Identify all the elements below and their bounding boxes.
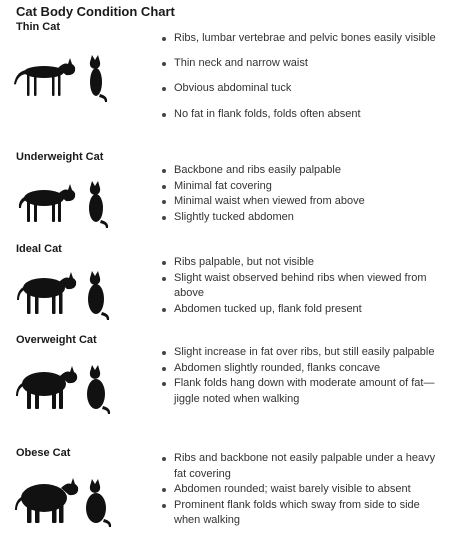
list-item: Abdomen rounded; waist barely visible to absent	[160, 482, 446, 498]
section-heading: Obese Cat	[16, 447, 71, 459]
list-item: Minimal waist when viewed from above	[160, 194, 446, 210]
list-item: Abdomen tucked up, flank fold present	[160, 302, 446, 318]
section-heading: Overweight Cat	[16, 334, 97, 346]
condition-list	[160, 451, 446, 529]
cat-silhouettes-overweight	[14, 360, 114, 416]
section-heading: Thin Cat	[16, 21, 60, 33]
condition-list	[160, 345, 446, 407]
cat-silhouettes-ideal	[14, 266, 114, 322]
page-title: Cat Body Condition Chart	[16, 4, 175, 19]
list-item: No fat in flank folds, folds often absent	[160, 107, 446, 123]
list-item: Flank folds hang down with moderate amount of fat—jiggle noted when walking	[160, 376, 446, 407]
list-item: Ribs, lumbar vertebrae and pelvic bones easily visible	[160, 31, 446, 47]
list-item: Slight waist observed behind ribs when viewed from above	[160, 271, 446, 302]
list-item: Obvious abdominal tuck	[160, 81, 446, 97]
list-item: Prominent flank folds which sway from side to side when walking	[160, 498, 446, 529]
section-heading: Ideal Cat	[16, 243, 62, 255]
list-item: Slightly tucked abdomen	[160, 210, 446, 226]
condition-list	[160, 31, 446, 122]
cat-silhouettes-obese	[14, 474, 114, 530]
cat-silhouettes-thin	[14, 48, 114, 104]
list-item: Thin neck and narrow waist	[160, 56, 446, 72]
section-heading: Underweight Cat	[16, 151, 104, 163]
list-item: Slight increase in fat over ribs, but still easily palpable	[160, 345, 446, 361]
list-item: Minimal fat covering	[160, 179, 446, 195]
list-item: Ribs palpable, but not visible	[160, 255, 446, 271]
list-item: Abdomen slightly rounded, flanks concave	[160, 361, 446, 377]
cat-silhouettes-underweight	[14, 176, 114, 232]
condition-list	[160, 163, 446, 225]
condition-list	[160, 255, 446, 317]
list-item: Backbone and ribs easily palpable	[160, 163, 446, 179]
list-item: Ribs and backbone not easily palpable under a heavy fat covering	[160, 451, 446, 482]
